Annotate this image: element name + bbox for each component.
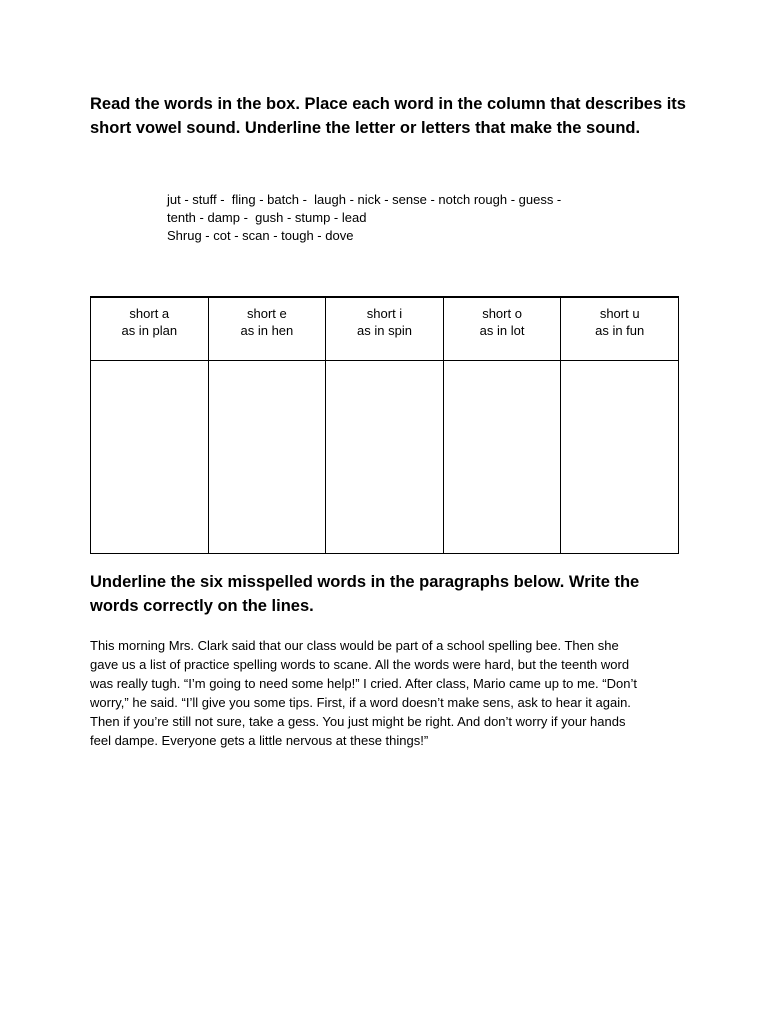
instructions-misspelled-words: Underline the six misspelled words in the paragraphs below. Write the words correctly on the lines. [90,573,640,615]
answer-row [91,360,679,553]
column-title: short e [247,306,287,321]
column-example: as in spin [357,323,412,338]
story-line: worry,” he said. “I’ll give you some tips. First, if a word doesn’t make sens, ask to hear it again. [90,695,631,710]
answer-cell-short-i[interactable] [326,360,444,553]
word-box-line: jut - stuff - fling - batch - laugh - nick - sense - notch rough - guess - [167,192,562,207]
column-header-short-o [443,297,561,360]
answer-cell-short-e[interactable] [208,360,326,553]
story-line: gave us a list of practice spelling words to scane. All the words were hard, but the teenth word [90,657,630,672]
column-example: as in hen [240,323,294,338]
word-box-line: tenth - damp - gush - stump - lead [167,210,367,225]
answer-cell-short-a[interactable] [91,360,209,553]
story-line: feel dampe. Everyone gets a little nervous at these things!” [90,733,429,748]
answer-cell-short-u[interactable] [561,360,679,553]
answer-cell-short-o[interactable] [443,360,561,553]
column-title: short o [482,306,522,321]
column-header-short-e [208,297,326,360]
story-line: was really tugh. “I’m going to need some help!” I cried. After class, Mario came up to me. “Don’t [90,676,637,691]
column-title: short a [129,306,170,321]
instructions-sort-words: Read the words in the box. Place each word in the column that describes its short vowel sound. Underline the letter or letters that make the sound. [90,95,686,137]
story-line: Then if you’re still not sure, take a gess. You just might be right. And don’t worry if your hands [90,714,626,729]
column-header-short-u [561,297,679,360]
column-example: as in plan [121,323,178,338]
column-header-short-a [91,297,209,360]
table-header-row [91,297,679,360]
column-title: short i [366,306,403,321]
word-box [167,191,647,245]
story-paragraph [90,636,690,750]
short-vowel-table [90,296,679,554]
column-example: as in lot [479,323,525,338]
column-header-short-i [326,297,444,360]
column-title: short u [599,306,640,321]
word-box-line: Shrug - cot - scan - tough - dove [167,228,354,243]
column-example: as in fun [595,323,645,338]
story-line: This morning Mrs. Clark said that our class would be part of a school spelling bee. Then she [90,638,619,653]
